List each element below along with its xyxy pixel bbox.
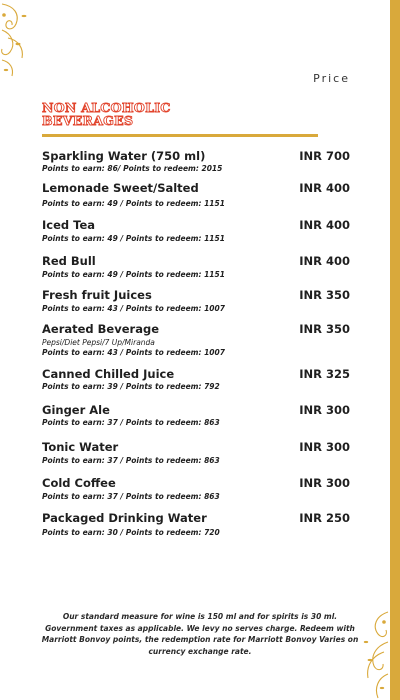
item-price: INR 400 <box>299 218 350 232</box>
item-points: Points to earn: 86/ Points to redeem: 2015 <box>42 164 223 173</box>
footer-note <box>30 611 370 657</box>
section-title-line-2: BEVERAGES <box>42 113 134 128</box>
footer-line: Government taxes as applicable. We levy no serves charge. Redeem with <box>45 623 355 633</box>
item-price: INR 400 <box>299 181 350 195</box>
item-description: Pepsi/Diet Pepsi/7 Up/Miranda <box>42 338 155 347</box>
floral-ornament-icon <box>0 0 40 80</box>
item-name: Ginger Ale <box>42 403 110 417</box>
item-points: Points to earn: 49 / Points to redeem: 1151 <box>42 234 225 243</box>
item-name: Cold Coffee <box>42 476 116 490</box>
item-points: Points to earn: 37 / Points to redeem: 863 <box>42 418 220 427</box>
item-name: Packaged Drinking Water <box>42 511 207 525</box>
item-points: Points to earn: 43 / Points to redeem: 1007 <box>42 304 225 313</box>
item-price: INR 300 <box>299 403 350 417</box>
item-price: INR 250 <box>299 511 350 525</box>
gold-side-bar <box>390 0 400 700</box>
item-name: Canned Chilled Juice <box>42 367 175 381</box>
item-price: INR 350 <box>299 288 350 302</box>
item-name: Aerated Beverage <box>42 322 159 336</box>
item-name: Iced Tea <box>42 218 96 232</box>
footer-line: Our standard measure for wine is 150 ml and for spirits is 30 ml. <box>62 612 338 621</box>
item-points: Points to earn: 37 / Points to redeem: 863 <box>42 456 220 465</box>
section-divider <box>42 134 318 137</box>
footer-line: Marriott Bonvoy points, the redemption rate for Marriott Bonvoy Varies on <box>41 635 359 644</box>
item-name: Tonic Water <box>42 440 119 454</box>
item-points: Points to earn: 49 / Points to redeem: 1151 <box>42 199 225 208</box>
item-name: Lemonade Sweet/Salted <box>42 181 199 195</box>
item-price: INR 350 <box>299 322 350 336</box>
item-price: INR 300 <box>299 440 350 454</box>
item-price: INR 400 <box>299 254 350 268</box>
section-title-line-1: NON ALCOHOLIC <box>42 100 171 115</box>
item-points: Points to earn: 49 / Points to redeem: 1151 <box>42 270 225 279</box>
item-points: Points to earn: 43 / Points to redeem: 1007 <box>42 348 225 357</box>
item-points: Points to earn: 39 / Points to redeem: 792 <box>42 382 220 391</box>
footer-line: currency exchange rate. <box>148 646 252 656</box>
item-points: Points to earn: 37 / Points to redeem: 863 <box>42 492 220 501</box>
item-name: Sparkling Water (750 ml) <box>42 149 206 163</box>
item-name: Red Bull <box>42 254 96 268</box>
item-price: INR 300 <box>299 476 350 490</box>
item-price: INR 325 <box>299 367 350 381</box>
section-title <box>42 101 242 127</box>
item-price: INR 700 <box>299 149 350 163</box>
price-column-heading: Price <box>313 72 350 85</box>
item-name: Fresh fruit Juices <box>42 288 152 302</box>
item-points: Points to earn: 30 / Points to redeem: 720 <box>42 528 220 537</box>
